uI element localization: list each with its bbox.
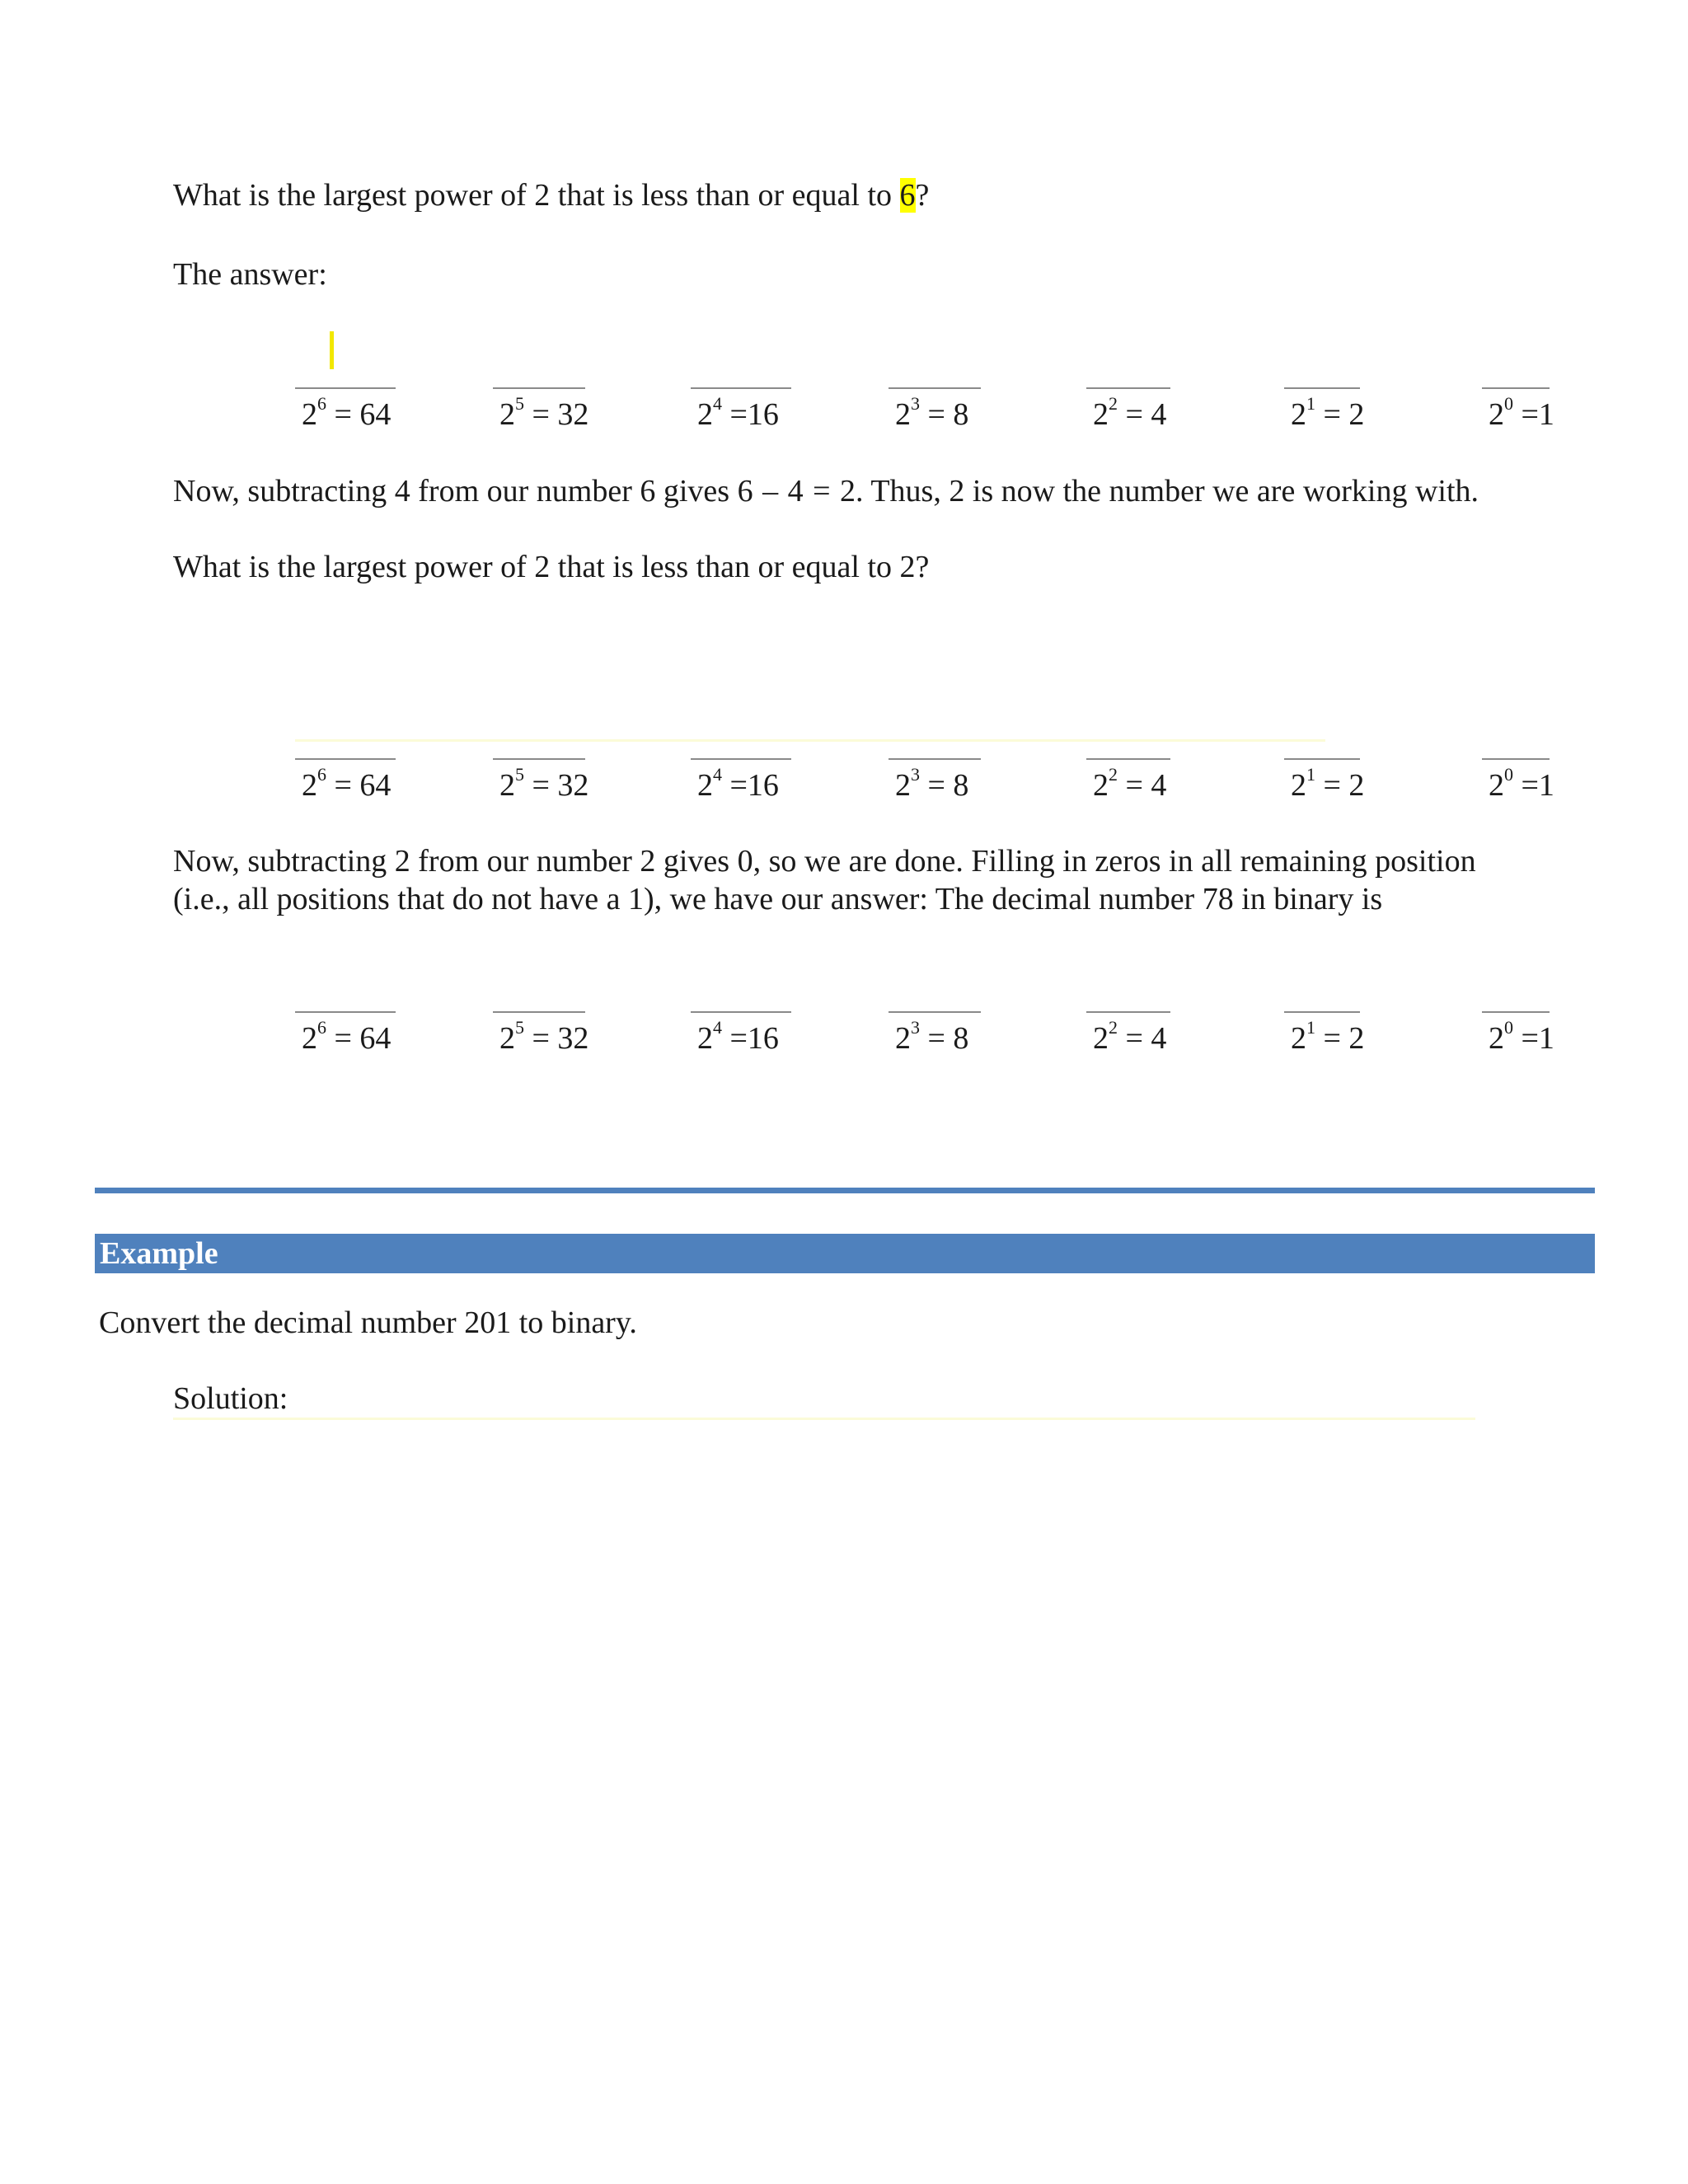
power-label — [499, 393, 589, 434]
power-exponent: 6 — [317, 1017, 326, 1038]
answer-blank-line — [295, 1011, 396, 1013]
power-value: = 64 — [326, 397, 392, 432]
power-exponent: 4 — [713, 764, 722, 785]
power-exponent: 6 — [317, 393, 326, 414]
power-value: = 2 — [1315, 397, 1365, 432]
power-value: =16 — [722, 1021, 779, 1056]
answer-blank-line — [889, 758, 981, 760]
answer-blank-line — [493, 758, 585, 760]
example-prompt: Convert the decimal number 201 to binary. — [99, 1305, 637, 1340]
section-divider — [95, 1188, 1595, 1193]
power-value: = 64 — [326, 1021, 392, 1056]
power-exponent: 4 — [713, 1017, 722, 1038]
power-exponent: 1 — [1306, 764, 1315, 785]
power-base: 2 — [697, 768, 713, 803]
power-exponent: 6 — [317, 764, 326, 785]
answer-blank-line — [691, 758, 791, 760]
faint-underline-1 — [295, 739, 1325, 742]
power-value: = 32 — [524, 397, 589, 432]
highlighted-number: 6 — [899, 178, 916, 213]
answer-blank-line — [493, 387, 585, 389]
answer-blank-line — [889, 387, 981, 389]
power-value: =1 — [1513, 397, 1554, 432]
power-base: 2 — [895, 1021, 911, 1056]
answer-label: The answer: — [173, 257, 327, 292]
conclusion-line-2: (i.e., all positions that do not have a 1), we have our answer: The decimal number 78 in binary is — [173, 882, 1383, 916]
power-label — [499, 766, 588, 804]
power-label — [1291, 766, 1364, 804]
power-value: = 32 — [524, 768, 589, 803]
answer-blank-line — [1086, 1011, 1170, 1013]
power-exponent: 0 — [1504, 1017, 1513, 1038]
power-label — [697, 1019, 779, 1057]
power-label — [302, 766, 391, 804]
power-exponent: 0 — [1504, 764, 1513, 785]
power-label — [697, 766, 779, 804]
power-value: = 8 — [920, 397, 969, 432]
answer-blank-line — [1284, 758, 1360, 760]
answer-blank-line — [889, 1011, 981, 1013]
power-value: =1 — [1513, 1021, 1554, 1056]
power-value: = 2 — [1315, 768, 1365, 803]
power-value: =16 — [722, 397, 779, 432]
power-exponent: 2 — [1109, 764, 1118, 785]
power-label — [895, 393, 969, 434]
conclusion-line-1: Now, subtracting 2 from our number 2 gives 0, so we are done. Filling in zeros in all remaining position — [173, 844, 1476, 879]
power-value: = 4 — [1118, 397, 1167, 432]
power-exponent: 1 — [1306, 393, 1315, 414]
power-base: 2 — [302, 1021, 317, 1056]
answer-blank-line — [1284, 387, 1360, 389]
power-label — [1489, 1019, 1554, 1057]
text-cursor-mark — [330, 331, 334, 369]
question-mark: ? — [915, 178, 930, 213]
power-label — [1291, 1019, 1364, 1057]
power-base: 2 — [697, 397, 713, 432]
power-base: 2 — [895, 397, 911, 432]
power-label — [1291, 393, 1365, 434]
power-label — [895, 1019, 968, 1057]
power-label — [895, 766, 968, 804]
power-value: = 4 — [1118, 768, 1167, 803]
power-value: =16 — [722, 768, 779, 803]
subtraction-equation: 6 – 4 = 2 — [737, 474, 856, 509]
power-base: 2 — [1489, 1021, 1504, 1056]
power-base: 2 — [499, 768, 515, 803]
power-base: 2 — [1291, 1021, 1306, 1056]
power-exponent: 2 — [1109, 1017, 1118, 1038]
power-exponent: 1 — [1306, 1017, 1315, 1038]
power-base: 2 — [1291, 397, 1306, 432]
answer-blank-line — [295, 387, 396, 389]
power-value: = 32 — [524, 1021, 589, 1056]
answer-blank-line — [1482, 758, 1550, 760]
answer-blank-line — [1284, 1011, 1360, 1013]
subtraction-statement-1 — [173, 472, 1479, 510]
power-exponent: 2 — [1109, 393, 1118, 414]
answer-blank-line — [1482, 387, 1550, 389]
power-base: 2 — [1093, 1021, 1109, 1056]
power-base: 2 — [1093, 768, 1109, 803]
power-base: 2 — [302, 768, 317, 803]
solution-label: Solution: — [173, 1381, 288, 1416]
answer-blank-line — [1482, 1011, 1550, 1013]
power-value: = 8 — [920, 768, 969, 803]
example-header — [95, 1234, 1595, 1273]
power-value: =1 — [1513, 768, 1554, 803]
power-label — [1093, 393, 1167, 434]
subtraction-text: Now, subtracting 4 from our number 6 gives — [173, 474, 738, 509]
power-base: 2 — [1093, 397, 1109, 432]
power-exponent: 3 — [911, 764, 920, 785]
power-base: 2 — [499, 1021, 515, 1056]
power-value: = 2 — [1315, 1021, 1365, 1056]
power-label — [1489, 393, 1554, 434]
power-base: 2 — [697, 1021, 713, 1056]
power-label — [302, 393, 392, 434]
power-exponent: 0 — [1504, 393, 1513, 414]
power-base: 2 — [499, 397, 515, 432]
power-exponent: 3 — [911, 1017, 920, 1038]
powers-row-2 — [0, 758, 1688, 808]
power-label — [499, 1019, 588, 1057]
power-base: 2 — [1489, 768, 1504, 803]
faint-underline-2 — [173, 1418, 1475, 1420]
subtraction-conclusion: . Thus, 2 is now the number we are working with. — [856, 474, 1479, 509]
question-text: What is the largest power of 2 that is less than or equal to — [173, 178, 900, 213]
question-2: What is the largest power of 2 that is less than or equal to 2? — [173, 550, 930, 584]
power-exponent: 5 — [515, 393, 524, 414]
power-base: 2 — [895, 768, 911, 803]
power-label — [1093, 1019, 1166, 1057]
power-label — [697, 393, 779, 434]
example-title: Example — [100, 1236, 218, 1271]
power-value: = 8 — [920, 1021, 969, 1056]
question-6 — [173, 176, 929, 214]
answer-blank-line — [691, 1011, 791, 1013]
power-base: 2 — [1489, 397, 1504, 432]
power-value: = 4 — [1118, 1021, 1167, 1056]
power-label — [302, 1019, 391, 1057]
power-base: 2 — [302, 397, 317, 432]
powers-row-3 — [0, 1011, 1688, 1061]
answer-blank-line — [295, 758, 396, 760]
powers-row-1 — [0, 387, 1688, 437]
power-label — [1093, 766, 1166, 804]
power-value: = 64 — [326, 768, 392, 803]
power-exponent: 5 — [515, 764, 524, 785]
answer-blank-line — [493, 1011, 585, 1013]
power-label — [1489, 766, 1554, 804]
power-base: 2 — [1291, 768, 1306, 803]
answer-blank-line — [1086, 387, 1170, 389]
power-exponent: 3 — [911, 393, 920, 414]
answer-blank-line — [1086, 758, 1170, 760]
power-exponent: 5 — [515, 1017, 524, 1038]
answer-blank-line — [691, 387, 791, 389]
power-exponent: 4 — [713, 393, 722, 414]
